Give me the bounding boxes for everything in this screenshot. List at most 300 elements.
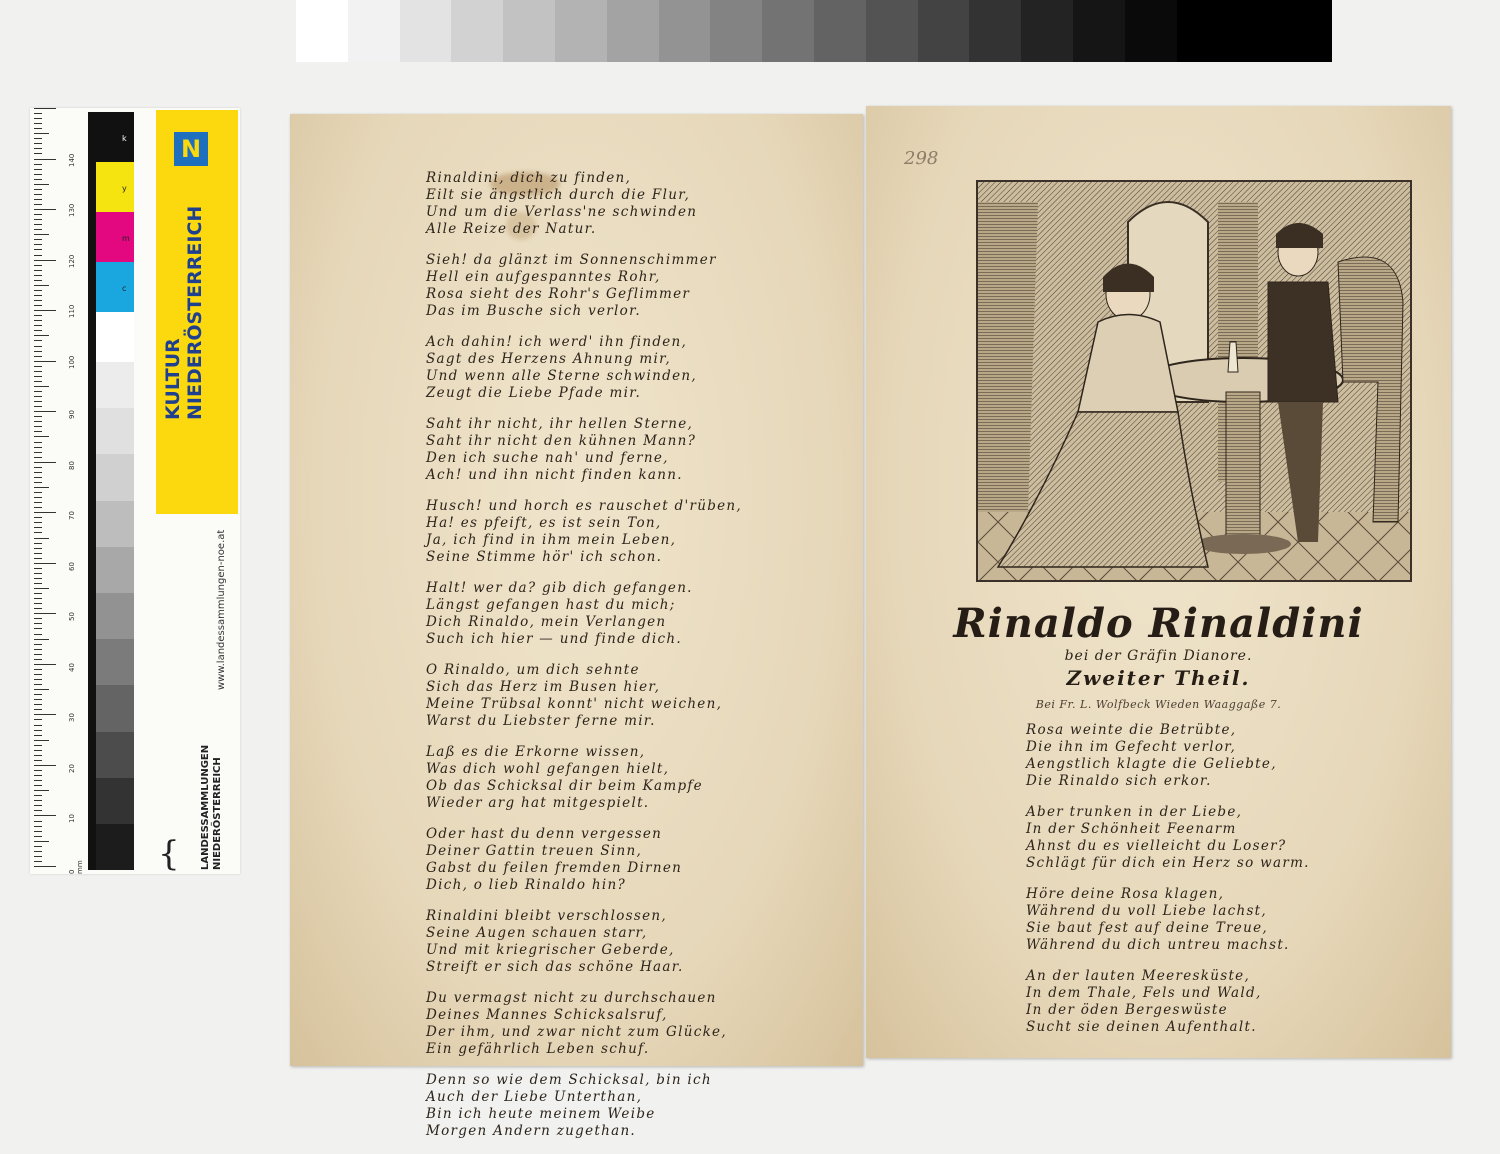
gray-patch (503, 0, 555, 62)
ruler-tick (34, 492, 42, 493)
verse-line: Halt! wer da? gib dich gefangen. (426, 580, 693, 596)
ruler-tick (34, 452, 42, 453)
grey-swatch (96, 732, 134, 778)
ruler-tick (34, 831, 42, 832)
ruler-tick (34, 684, 42, 685)
ruler-tick (34, 351, 42, 352)
gray-patch (1228, 0, 1280, 62)
ruler-label: 80 (68, 460, 76, 470)
verse-line: Bin ich heute meinem Weibe (426, 1106, 656, 1122)
verse-line: Die Rinaldo sich erkor. (1026, 773, 1212, 789)
ruler-tick (34, 543, 42, 544)
ruler-tick (34, 704, 42, 705)
verse-line: Ach! und ihn nicht finden kann. (426, 467, 683, 483)
verse-line: Was dich wohl gefangen hielt, (426, 761, 670, 777)
ruler-tick (34, 426, 42, 427)
ruler-tick (34, 128, 42, 129)
ruler-tick (34, 118, 42, 119)
printer-imprint: Bei Fr. L. Wolfbeck Wieden Waaggaße 7. (1035, 698, 1282, 711)
ruler-tick (34, 603, 42, 604)
ruler-tick (34, 497, 42, 498)
brand-line-1: KULTUR (162, 338, 184, 420)
ruler-tick (34, 795, 42, 796)
ruler-tick (34, 386, 49, 387)
ruler-tick (34, 194, 42, 195)
ruler-tick (34, 608, 42, 609)
ruler-tick (34, 487, 49, 488)
grey-swatch (96, 547, 134, 593)
verse-line: Seine Stimme hör' ich schon. (426, 549, 663, 565)
ruler-label: 130 (68, 203, 76, 218)
verse-line: Aengstlich klagte die Geliebte, (1026, 756, 1277, 772)
verse-line: Das im Busche sich verlor. (426, 303, 641, 319)
ruler-tick (34, 628, 42, 629)
ruler-tick (34, 204, 42, 205)
ruler-tick (34, 689, 49, 690)
verse-line: Sagt des Herzens Ahnung mir, (426, 351, 671, 367)
ruler-tick (34, 255, 42, 256)
verse-line: Gabst du feilen fremden Dirnen (426, 860, 683, 876)
ruler-tick (34, 376, 42, 377)
ruler-tick (34, 442, 42, 443)
ruler-tick (34, 745, 42, 746)
engraving-illustration (976, 180, 1412, 582)
ruler-tick (34, 219, 42, 220)
grey-swatch (96, 362, 134, 408)
ruler-tick (34, 598, 42, 599)
ruler-label: 60 (68, 561, 76, 571)
ruler-tick (34, 330, 42, 331)
ruler-label: 40 (68, 662, 76, 672)
grey-swatch (96, 639, 134, 685)
grey-swatch (96, 685, 134, 731)
ruler-tick (34, 356, 42, 357)
ruler-tick (34, 841, 49, 842)
verse-line: Seine Augen schauen starr, (426, 925, 648, 941)
ruler-tick (34, 578, 42, 579)
ruler-tick (34, 477, 42, 478)
stanza (426, 580, 742, 648)
verse-line: Wieder arg hat mitgespielt. (426, 795, 650, 811)
ruler-tick (34, 184, 49, 185)
verse-line: Die ihn im Gefecht verlor, (1026, 739, 1237, 755)
ruler-tick (34, 320, 42, 321)
ruler-tick (34, 482, 42, 483)
gray-patch (866, 0, 918, 62)
verse-line: Rinaldini, dich zu finden, (426, 170, 632, 186)
verse-line: Ha! es pfeift, es ist sein Ton, (426, 515, 662, 531)
ruler-tick (34, 421, 42, 422)
grey-swatch (96, 454, 134, 500)
ruler-tick (34, 618, 42, 619)
swatch-label: m (122, 234, 130, 243)
ruler-tick (34, 674, 42, 675)
verse-line: Warst du Liebster ferne mir. (426, 713, 656, 729)
verse-line: Ja, ich find in ihm mein Leben, (426, 532, 677, 548)
verse-line: In der Schönheit Feenarm (1026, 821, 1237, 837)
stanza (426, 826, 742, 894)
ruler-tick (34, 755, 42, 756)
ruler-tick (34, 472, 42, 473)
ruler-tick (34, 295, 42, 296)
ruler-tick (34, 810, 42, 811)
verse-line: Eilt sie ängstlich durch die Flur, (426, 187, 691, 203)
verse-line: Du vermagst nicht zu durchschauen (426, 990, 717, 1006)
ruler-tick (34, 563, 56, 564)
verse-line: Denn so wie dem Schicksal, bin ich (426, 1072, 712, 1088)
gray-patch (659, 0, 711, 62)
verse-line: Sucht sie deinen Aufenthalt. (1026, 1019, 1257, 1035)
verse-line: An der lauten Meeresküste, (1026, 968, 1251, 984)
verse-line: Rosa weinte die Betrübte, (1026, 722, 1237, 738)
grey-swatch (96, 824, 134, 870)
ruler-tick (34, 790, 49, 791)
ruler-tick (34, 315, 42, 316)
gray-scale-strip (296, 0, 1332, 62)
page-number: 298 (904, 148, 939, 169)
verse-line: Streift er sich das schöne Haar. (426, 959, 684, 975)
ruler-tick (34, 517, 42, 518)
ruler-tick (34, 613, 56, 614)
ruler-tick (34, 169, 42, 170)
ruler-tick (34, 325, 42, 326)
ruler-tick (34, 467, 42, 468)
ruler-label: 120 (68, 254, 76, 268)
ruler-tick (34, 654, 42, 655)
ruler (34, 112, 89, 874)
verse-line: Dich, o lieb Rinaldo hin? (426, 877, 627, 893)
verse-line: Deines Mannes Schicksalsruf, (426, 1007, 668, 1023)
left-poem (426, 170, 742, 1154)
ruler-tick (34, 623, 42, 624)
brand-block (156, 110, 238, 514)
gray-patch (607, 0, 659, 62)
ruler-tick (34, 659, 42, 660)
stanza (1026, 722, 1310, 790)
verse-line: Deiner Gattin treuen Sinn, (426, 843, 643, 859)
brand-line-2: NIEDERÖSTERREICH (184, 205, 206, 420)
website-label: www.landessammlungen-noe.at (216, 529, 227, 690)
logo-letter: N (180, 135, 202, 163)
ruler-tick (34, 522, 42, 523)
ruler-label: 0 mm (68, 860, 84, 874)
verse-line: Ob das Schicksal dir beim Kampfe (426, 778, 703, 794)
ruler-tick (34, 462, 56, 463)
gray-patch (814, 0, 866, 62)
ruler-tick (34, 800, 42, 801)
verse-line: Morgen Andern zugethan. (426, 1123, 637, 1139)
grey-swatch (96, 501, 134, 547)
verse-line: In dem Thale, Fels und Wald, (1026, 985, 1262, 1001)
ruler-tick (34, 159, 56, 160)
ruler-tick (34, 826, 42, 827)
ruler-tick (34, 290, 42, 291)
verse-line: Such ich hier — und finde dich. (426, 631, 682, 647)
ruler-tick (34, 361, 56, 362)
ruler-tick (34, 209, 56, 210)
ruler-tick (34, 153, 42, 154)
grey-swatch (96, 408, 134, 454)
verse-line: Rinaldini bleibt verschlossen, (426, 908, 667, 924)
ruler-tick (34, 138, 42, 139)
verse-line: In der öden Bergeswüste (1026, 1002, 1228, 1018)
ruler-tick (34, 730, 42, 731)
ruler-tick (34, 300, 42, 301)
ruler-tick (34, 634, 42, 635)
ruler-tick (34, 856, 42, 857)
ruler-tick (34, 583, 42, 584)
verse-line: Während du voll Liebe lachst, (1026, 903, 1267, 919)
ruler-tick (34, 664, 56, 665)
yellow-swatch (96, 162, 134, 212)
ruler-tick (34, 108, 56, 109)
ruler-tick (34, 401, 42, 402)
brand-text (162, 120, 206, 420)
gray-patch (1125, 0, 1177, 62)
ruler-tick (34, 371, 42, 372)
stanza (1026, 804, 1310, 872)
ruler-tick (34, 699, 42, 700)
ruler-tick (34, 725, 42, 726)
ruler-tick (34, 234, 49, 235)
ruler-tick (34, 512, 56, 513)
ruler-label: 110 (68, 304, 76, 319)
stanza (1026, 968, 1310, 1036)
stanza (426, 1072, 742, 1140)
verse-line: Zeugt die Liebe Pfade mir. (426, 385, 642, 401)
ruler-tick (34, 174, 42, 175)
gray-patch (348, 0, 400, 62)
ruler-tick (34, 239, 42, 240)
ruler-tick (34, 851, 42, 852)
verse-line: Sich das Herz im Busen hier, (426, 679, 661, 695)
verse-line: Schlägt für dich ein Herz so warm. (1026, 855, 1310, 871)
gray-patch (1073, 0, 1125, 62)
gray-patch (1021, 0, 1073, 62)
ruler-tick (34, 719, 42, 720)
ruler-tick (34, 285, 49, 286)
verse-line: Während du dich untreu machst. (1026, 937, 1290, 953)
stanza (426, 498, 742, 566)
ruler-tick (34, 780, 42, 781)
ruler-tick (34, 815, 56, 816)
ruler-tick (34, 229, 42, 230)
ruler-tick (34, 411, 56, 412)
ruler-tick (34, 770, 42, 771)
brace-logo: { (158, 834, 180, 874)
ruler-tick (34, 502, 42, 503)
white-swatch (96, 312, 134, 362)
verse-line: Höre deine Rosa klagen, (1026, 886, 1225, 902)
ruler-tick (34, 123, 42, 124)
ruler-tick (34, 750, 42, 751)
ruler-tick (34, 366, 42, 367)
verse-line: Husch! und horch es rauschet d'rüben, (426, 498, 743, 514)
ruler-tick (34, 214, 42, 215)
verse-line: Der ihm, und zwar nicht zum Glücke, (426, 1024, 727, 1040)
ruler-tick (34, 775, 42, 776)
color-swatch-column (96, 112, 134, 870)
percent-column (88, 112, 96, 870)
ruler-tick (34, 143, 42, 144)
ruler-tick (34, 305, 42, 306)
ruler-tick (34, 310, 56, 311)
verse-line: Den ich suche nah' und ferne, (426, 450, 669, 466)
ruler-tick (34, 507, 42, 508)
stanza (426, 744, 742, 812)
ruler-tick (34, 740, 49, 741)
stanza (426, 662, 742, 730)
verse-line: Hell ein aufgespanntes Rohr, (426, 269, 661, 285)
ruler-tick (34, 694, 42, 695)
ruler-tick (34, 669, 42, 670)
ruler-tick (34, 846, 42, 847)
ruler-tick (34, 335, 49, 336)
ruler-label: 10 (68, 814, 76, 824)
ruler-tick (34, 548, 42, 549)
ruler-tick (34, 447, 42, 448)
ruler-tick (34, 431, 42, 432)
verse-line: Und mit kriegrischer Geberde, (426, 942, 675, 958)
ruler-tick (34, 436, 49, 437)
ruler-tick (34, 558, 42, 559)
ruler-tick (34, 270, 42, 271)
ruler-tick (34, 568, 42, 569)
verse-line: Laß es die Erkorne wissen, (426, 744, 646, 760)
grey-swatch (96, 778, 134, 824)
ruler-tick (34, 785, 42, 786)
ruler-tick (34, 760, 42, 761)
gray-patch (296, 0, 348, 62)
page-title: Rinaldo Rinaldini (953, 600, 1364, 647)
ruler-tick (34, 532, 42, 533)
ruler-tick (34, 133, 49, 134)
ruler-tick (34, 249, 42, 250)
ruler-tick (34, 416, 42, 417)
stanza (426, 908, 742, 976)
verse-line: Auch der Liebe Unterthan, (426, 1089, 643, 1105)
swatch-label: k (122, 134, 127, 143)
verse-line: Meine Trübsal konnt' nicht weichen, (426, 696, 723, 712)
ruler-tick (34, 538, 49, 539)
verse-line: Ahnst du es vielleicht du Loser? (1026, 838, 1287, 854)
right-poem (1026, 722, 1310, 1050)
gray-patch (1280, 0, 1332, 62)
ruler-tick (34, 805, 42, 806)
ruler-tick (34, 396, 42, 397)
part-title: Zweiter Theil. (1066, 666, 1251, 690)
grey-swatch (96, 593, 134, 639)
ruler-tick (34, 457, 42, 458)
verse-line: Alle Reize der Natur. (426, 221, 597, 237)
ruler-label: 50 (68, 612, 76, 622)
gray-patch (555, 0, 607, 62)
left-page (290, 114, 863, 1139)
verse-line: Rosa sieht des Rohr's Geflimmer (426, 286, 691, 302)
subtitle: bei der Gräfin Dianore. (1064, 648, 1253, 664)
verse-line: Oder hast du denn vergessen (426, 826, 663, 842)
stanza (426, 334, 742, 402)
ruler-tick (34, 224, 42, 225)
verse-line: Dich Rinaldo, mein Verlangen (426, 614, 667, 630)
ruler-tick (34, 280, 42, 281)
ruler-label: 100 (68, 355, 76, 369)
ruler-tick (34, 639, 49, 640)
swatch-label: y (122, 184, 127, 193)
verse-line: Aber trunken in der Liebe, (1026, 804, 1243, 820)
stanza (1026, 886, 1310, 954)
ruler-tick (34, 714, 56, 715)
ruler-label: 30 (68, 713, 76, 723)
stanza (426, 170, 742, 238)
stanza (426, 416, 742, 484)
gray-patch (1177, 0, 1229, 62)
ruler-tick (34, 861, 42, 862)
ruler-tick (34, 553, 42, 554)
ruler-tick (34, 113, 42, 114)
ruler-tick (34, 765, 56, 766)
ruler-tick (34, 265, 42, 266)
stanza (426, 990, 742, 1058)
institution-label (200, 745, 224, 870)
ruler-tick (34, 649, 42, 650)
ruler-label: 70 (68, 511, 76, 521)
ruler-tick (34, 644, 42, 645)
ruler-tick (34, 406, 42, 407)
ruler-label: 140 (68, 153, 76, 167)
ruler-tick (34, 260, 56, 261)
verse-line: Sie baut fest auf deine Treue, (1026, 920, 1268, 936)
ruler-tick (34, 588, 49, 589)
ruler-tick (34, 866, 56, 867)
verse-line: Saht ihr nicht den kühnen Mann? (426, 433, 697, 449)
verse-line: Sieh! da glänzt im Sonnenschimmer (426, 252, 717, 268)
ruler-tick (34, 346, 42, 347)
right-page (866, 106, 1451, 1058)
ruler-tick (34, 275, 42, 276)
ruler-label: 90 (68, 410, 76, 420)
ruler-tick (34, 821, 42, 822)
gray-patch (918, 0, 970, 62)
institution-line-1: LANDESSAMMLUNGEN (200, 744, 211, 870)
ruler-tick (34, 679, 42, 680)
ruler-tick (34, 381, 42, 382)
verse-line: Und um die Verlass'ne schwinden (426, 204, 698, 220)
cyan-swatch (96, 262, 134, 312)
ruler-tick (34, 179, 42, 180)
ruler-tick (34, 199, 42, 200)
ruler-tick (34, 573, 42, 574)
ruler-tick (34, 593, 42, 594)
gray-patch (400, 0, 452, 62)
gray-patch (451, 0, 503, 62)
ruler-tick (34, 735, 42, 736)
stanza (426, 252, 742, 320)
ruler-tick (34, 148, 42, 149)
ruler-tick (34, 340, 42, 341)
ruler-tick (34, 189, 42, 190)
ruler-tick (34, 244, 42, 245)
verse-line: Ach dahin! ich werd' ihn finden, (426, 334, 688, 350)
ruler-tick (34, 527, 42, 528)
verse-line: Saht ihr nicht, ihr hellen Sterne, (426, 416, 694, 432)
institution-line-2: NIEDERÖSTERREICH (212, 757, 223, 870)
color-target-card (30, 108, 240, 874)
verse-line: O Rinaldo, um dich sehnte (426, 662, 640, 678)
swatch-label: c (122, 284, 127, 293)
gray-patch (969, 0, 1021, 62)
ruler-label: 20 (68, 764, 76, 773)
